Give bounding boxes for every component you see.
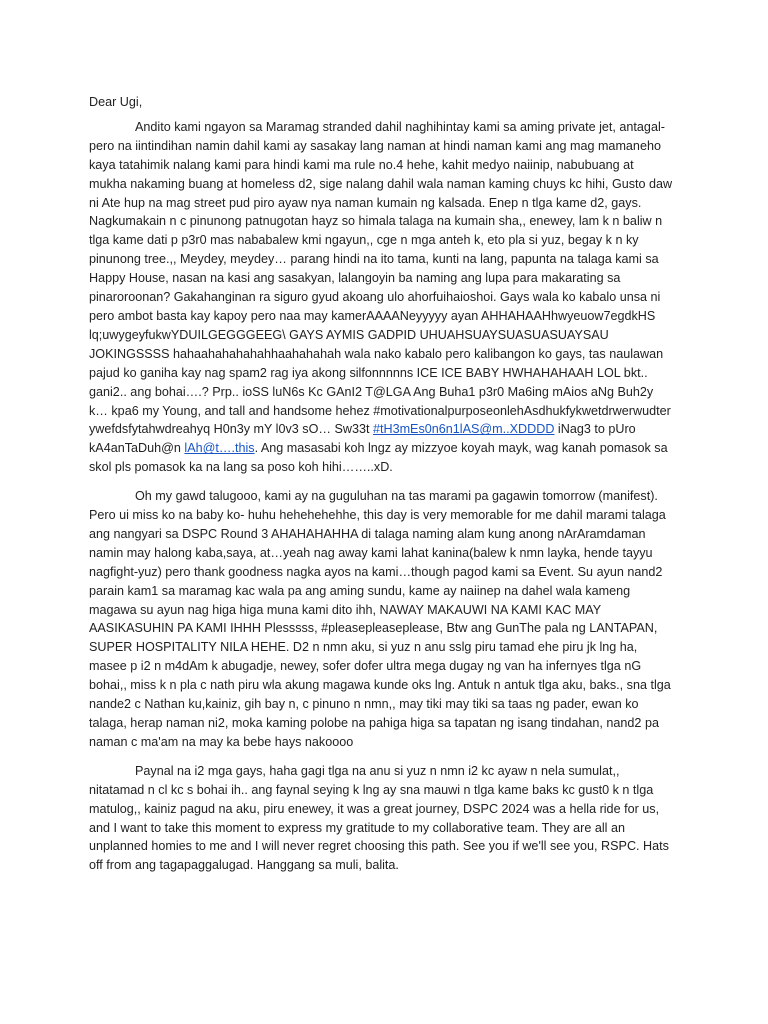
paragraph-1-text-c: . Ang masasabi koh lngz ay mizzyoe koyah mayk, wag kanah pomasok sa skol pls pomasok ka na lang sa poso koh hihi……..xD. — [89, 441, 668, 475]
paragraph-1-text-b: iNag3 to pUro kA4anTaDuh@n — [89, 422, 636, 456]
hashtag-link[interactable]: #tH3mEs0n6n1lAS@m..XDDDD — [372, 422, 555, 437]
paragraph-1-text-a: Andito kami ngayon sa Maramag stranded dahil naghihintay kami sa aming private jet, antagal-pero na iintindihan namin dahil kami ay sasakay lang naman at hindi naman kami ang mag mamaneho kaya tatahimik nalang kami para hindi kami ma rule no.4 hehe, kahit medyo naiinip, nabubuang at mukha nakaming buang at homeless d2, sige nalang dahil wala naman kaming chuys kc hihi, Gusto daw ni Ate hup na mag street pud piro ayaw nya naman kumain ng kalsada. Enep n tlga kame d2, gays. Nagkumakain n c pinunong patnugotan hayz so himala talaga na kumain sha,, enewey, lam k n baliw n tlga kame dati p p3r0 mas nababalew kmi ngayun,, cge n mga anteh k, eto pla si yuz, begay k n ky pinunong tree.,, Meydey, meydey… parang hindi na ito tama, kunti na lang, papunta na talaga kami sa Happy House, nasan na kasi ang sasakyan, lalangoyin ba naming ang lupa para makarating sa pinaroroonan? Gakahanginan ra siguro gyud akoang ulo ahorfuihaioshoi. Gays wala ko kabalo unsa ni pero ambot basta kay kapoy pero naa may kamerAAAANeyyyyy ayan AHHAHAAHhwyeuow7egdkHS lq;uwygeyfukwYDUILGEGGGEEG\ GAYS AYMIS GADPID UHUAHSUAYSUASUASUAYSAU JOKINGSSSS hahaahahahahahhaahahahah wala nako kabalo pero kalibangon ko gays, tas naulawan pajud ko ganiha kay nag spam2 rag iya akong silfonnnnns ICE ICE BABY HWHAHAHAAH LOL bkt.. gani2.. ang bohai….? Prp.. ioSS luN6s Kc GAnI2 T@LGA Ang Buha1 p3r0 Ma6ing mAios aNg Buh2y k… kpa6 my Young, and tall and handsome hehez #motivationalpurposeonlehAsdhukfykwetdrwerwudter ywefdsfytahwdreahyq H0n3y mY l0v3 sO… Sw33t — [89, 119, 673, 437]
greeting: Dear Ugi, — [89, 95, 143, 109]
letter-body — [89, 93, 673, 885]
paragraph-2: Oh my gawd talugooo, kami ay na guguluhan na tas marami pa gagawin tomorrow (manifest). Pero ui miss ko na baby ko- huhu hehehehehhe, this day is very memorable for me dahil marami talaga ang nangyari sa DSPC Round 3 AHAHAHAHHA di talaga naming alam kung anong nArAramdaman namin may halong kaba,saya, at…yeah nag away kami lahat kanina(balew k nmn layka, hende tayyu nagfight-yuz) pero thank goodness nagka ayos na kami…though pagod kami sa Event. Su ayun nand2 parain kam1 sa maramag kac wala pa ang aming sundu, kame ay naiinep na dahel wala kameng magawa su ayun nag higa higa muna kami dito ihh, NAWAY MAKAUWI NA KAMI KAC MAY AASIKASUHIN PA KAMI IHHH Plesssss, #pleasepleaseplease, Btw ang GunThe pala ng LANTAPAN, SUPER HOSPITALITY NILA HEHE. D2 n nmn aku, si yuz n anu sslg piru tamad ehe piru jk lng ha, masee p i2 n m4dAm k abugadje, newey, sofer dofer ultra mega dugay ng van ha infernyes tlga nG bohai,, miss k n pla c nath piru wla akung magawa kunde oks lng. Antuk n antuk tlga aku, baks., sna tlga nande2 c Nathan ku,kainiz, gih bay n, c pinuno n nmn,, may tiki may tiki sa taas ng pader, ewan ko talaga, herap naman ni2, moka kaming polobe na pahiga higa sa tapatan ng isang tindahan, nand2 pa naman c ma'am na may ka bebe hays nakoooo — [89, 489, 671, 749]
paragraph-1 — [89, 118, 673, 477]
paragraph-3: Paynal na i2 mga gays, haha gagi tlga na anu si yuz n nmn i2 kc ayaw n nela sumulat,, nitatamad n cl kc s bohai ih.. ang faynal seying k lng ay sna mauwi n tlga kame baks kc gust0 k n tlga matulog,, kainiz pagud na aku, piru enewey, it was a great journey, DSPC 2024 was a hella ride for us, and I want to take this moment to express my gratitude to my collaborative team. They are all an unplanned homies to me and I will never regret choosing this path. See you if we'll see you, RSPC. Hats off from ang tagapaggalugad. Hanggang sa muli, balita. — [89, 763, 669, 873]
lahat-link[interactable]: lAh@t….this — [184, 441, 255, 456]
